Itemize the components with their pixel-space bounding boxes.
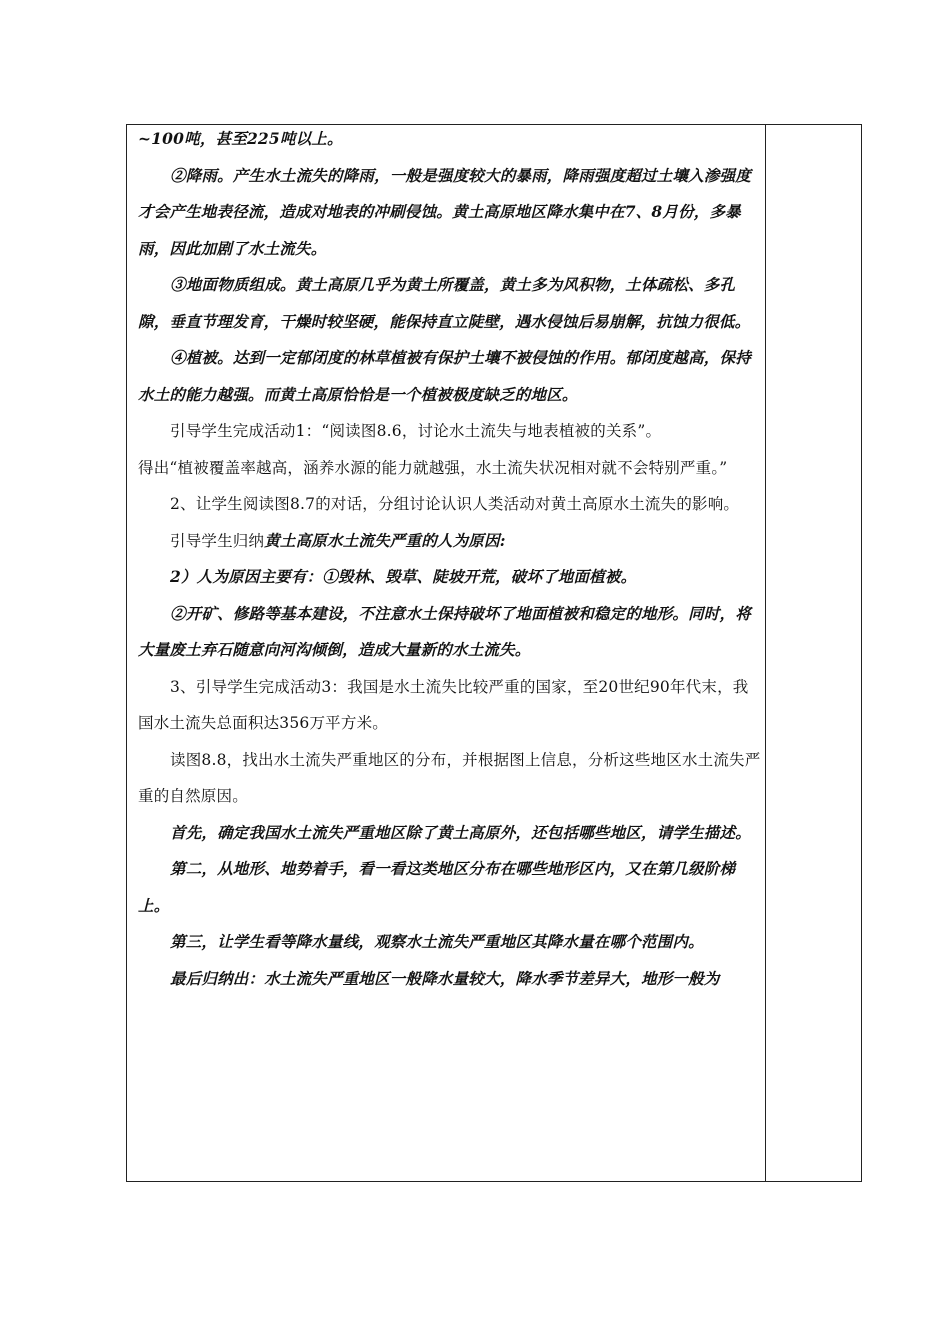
summary-intro-bold: 黄土高原水土流失严重的人为原因: — [264, 530, 506, 550]
paragraph-activity-3: 3、引导学生完成活动3：我国是水土流失比较严重的国家，至20世纪90年代末，我国水土流失总面积达356万平方米。 — [138, 677, 749, 732]
paragraph-conclusion: 得出“植被覆盖率越高，涵养水源的能力就越强，水土流失状况相对就不会特别严重。” — [138, 458, 728, 477]
lesson-table — [126, 124, 862, 1182]
paragraph-vegetation: ④植被。达到一定郁闭度的林草植被有保护土壤不被侵蚀的作用。郁闭度越高，保持水土的能力越强。而黄土高原恰恰是一个植被极度缺乏的地区。 — [138, 348, 751, 404]
paragraph-step-third: 第三，让学生看等降水量线，观察水土流失严重地区其降水量在哪个范围内。 — [170, 932, 704, 951]
paragraph-human-causes: 2）人为原因主要有：①毁林、毁草、陡坡开荒，破坏了地面植被。 — [170, 567, 637, 586]
paragraph-step-first: 首先，确定我国水土流失严重地区除了黄土高原外，还包括哪些地区，请学生描述。 — [170, 822, 751, 842]
paragraph-rainfall: ②降雨。产生水土流失的降雨，一般是强度较大的暴雨，降雨强度超过土壤入渗强度才会产生地表径流，造成对地表的冲刷侵蚀。黄土高原地区降水集中在7、8月份，多暴雨，因此加剧了水土流失。 — [138, 165, 751, 258]
paragraph-erosion-amount: ~100吨，甚至225吨以上。 — [138, 129, 343, 148]
paragraph-step-final: 最后归纳出：水土流失严重地区一般降水量较大，降水季节差异大，地形一般为 — [170, 968, 720, 988]
paragraph-construction: ②开矿、修路等基本建设，不注意水土保持破坏了地面植被和稳定的地形。同时，将大量废土弃石随意向河沟倾倒，造成大量新的水土流失。 — [138, 603, 751, 659]
paragraph-step-second: 第二，从地形、地势着手，看一看这类地区分布在哪些地形区内，又在第几级阶梯上。 — [138, 859, 736, 915]
summary-intro-normal: 引导学生归纳 — [170, 531, 265, 550]
paragraph-map-reading: 读图8.8，找出水土流失严重地区的分布，并根据图上信息，分析这些地区水土流失严重的自然原因。 — [138, 750, 761, 805]
paragraph-summary-intro — [138, 523, 762, 560]
column-divider — [765, 125, 766, 1181]
lesson-content-cell — [138, 125, 762, 997]
paragraph-human-activity: 2、让学生阅读图8.7的对话，分组讨论认识人类活动对黄土高原水土流失的影响。 — [170, 495, 740, 513]
paragraph-ground-material: ③地面物质组成。黄土高原几乎为黄土所覆盖，黄土多为风积物，土体疏松、多孔隙，垂直节理发育，干燥时较坚硬，能保持直立陡壁，遇水侵蚀后易崩解，抗蚀力很低。 — [138, 275, 751, 331]
paragraph-activity-1: 引导学生完成活动1：“阅读图8.6，讨论水土流失与地表植被的关系”。 — [170, 422, 662, 440]
